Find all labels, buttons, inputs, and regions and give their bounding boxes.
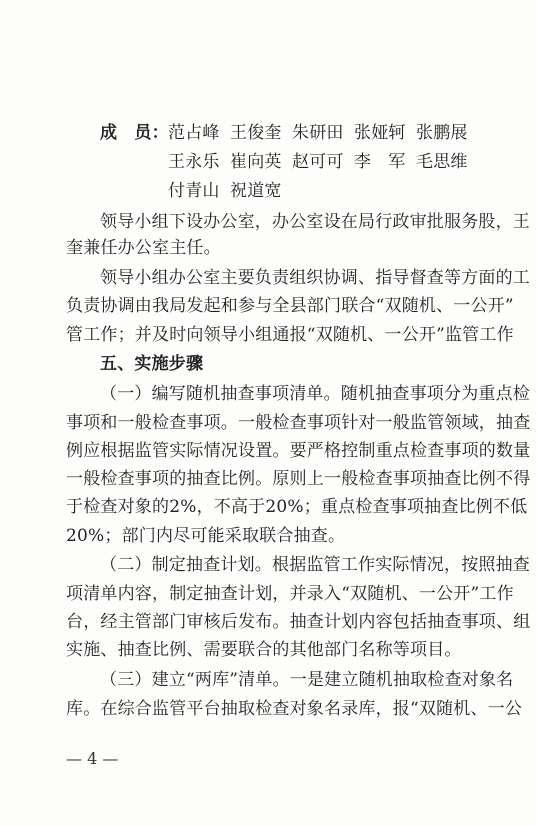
paragraph-line: （一）编写随机抽查事项清单。随机抽查事项分为重点检: [100, 384, 530, 404]
paragraph-line: 负责协调由我局发起和参与全县部门联合“双随机、一公开”: [66, 296, 514, 316]
page-number: — 4 —: [66, 749, 119, 768]
member-name: 赵可可: [292, 152, 344, 172]
paragraph-line: 一般检查事项的抽查比例。原则上一般检查事项抽查比例不得: [66, 469, 531, 489]
member-name: 祝道宽: [230, 181, 282, 201]
paragraph-line: 奎兼任办公室主任。: [66, 238, 221, 258]
member-name: 毛思维: [416, 152, 468, 172]
paragraph-line: 领导小组下设办公室，办公室设在局行政审批服务股，王: [100, 212, 530, 232]
paragraph-line: 事项和一般检查事项。一般检查事项针对一般监管领域，抽查: [66, 413, 531, 433]
paragraph-line: （三）建立“两库”清单。一是建立随机抽取检查对象名: [100, 670, 514, 690]
paragraph-line: 台，经主管部门审核后发布。抽查计划内容包括抽查事项、组: [66, 612, 531, 632]
member-name: 张鹏展: [416, 123, 468, 143]
member-name: 李 军: [354, 152, 406, 172]
paragraph-line: 管工作；并及时向领导小组通报“双随机、一公开”监管工作: [66, 325, 514, 345]
member-name: 朱研田: [292, 123, 344, 143]
paragraph-line: 于检查对象的2%，不高于20%；重点检查事项抽查比例不低: [66, 497, 528, 517]
section-heading: 五、实施步骤: [100, 354, 204, 374]
member-name: 王俊奎: [230, 123, 282, 143]
paragraph-line: 项清单内容，制定抽查计划，并录入“双随机、一公开”工作: [66, 584, 514, 604]
paragraph-line: 20%；部门内尽可能采取联合抽查。: [66, 526, 346, 546]
member-name: 崔向英: [230, 152, 282, 172]
paragraph-line: 例应根据监管实际情况设置。要严格控制重点检查事项的数量: [66, 441, 531, 461]
paragraph-line: （二）制定抽查计划。根据监管工作实际情况，按照抽查: [100, 555, 530, 575]
member-name: 张娅轲: [354, 123, 406, 143]
members-label: 成 员：: [100, 123, 169, 143]
paragraph-line: 领导小组办公室主要负责组织协调、指导督查等方面的工: [100, 268, 530, 288]
member-name: 王永乐: [168, 152, 220, 172]
member-name: 付青山: [168, 181, 220, 201]
paragraph-line: 库。在综合监管平台抽取检查对象名录库，报“双随机、一公: [66, 699, 523, 719]
member-name: 范占峰: [168, 123, 220, 143]
paragraph-line: 实施、抽查比例、需要联合的其他部门名称等项目。: [66, 640, 462, 660]
